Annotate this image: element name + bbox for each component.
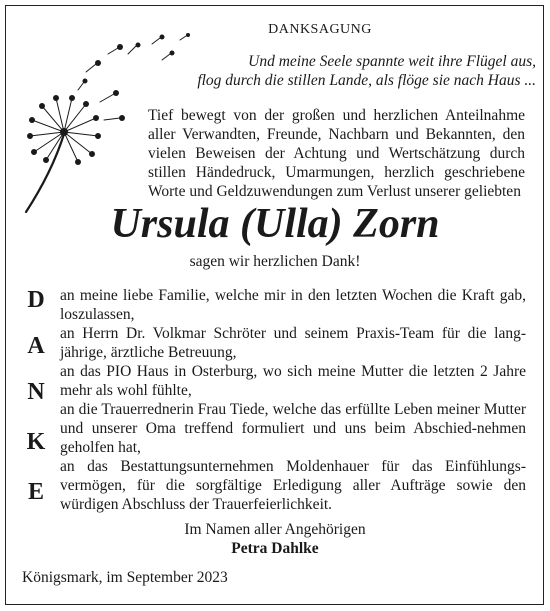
list-item: an Herrn Dr. Volkmar Schröter und seinem Praxis-Team für die lang-jährige, ärztliche Betreuung, — [60, 325, 526, 361]
place-date: Königsmark, im September 2023 — [22, 569, 228, 586]
notice-heading: DANKSAGUNG — [268, 22, 372, 37]
signoff — [0, 520, 550, 558]
list-item: an meine liebe Familie, welche mir in den letzten Wochen die Kraft gab, loszulassen, — [60, 287, 526, 323]
danke-letter: E — [27, 479, 44, 505]
poem-line-1: Und meine Seele spannte weit ihre Flügel aus, — [248, 53, 536, 70]
thanks-list — [60, 286, 526, 514]
signoff-line: Im Namen aller Angehörigen — [184, 521, 366, 538]
signature-name: Petra Dahlke — [231, 540, 319, 557]
deceased-name: Ursula (Ulla) Zorn — [110, 201, 440, 247]
list-item: an das PIO Haus in Osterburg, wo sich meine Mutter die letzten 2 Jahre mehr als wohl fühlte, — [60, 363, 526, 399]
danke-letter: D — [27, 287, 45, 313]
danke-letter: A — [27, 333, 45, 359]
list-item: an das Bestattungsunternehmen Moldenhauer für das Einfühlungs-vermögen, für die sorgfältige Erledigung aller Aufträge sowie den würdigen Abschluss der Trauerfeierlichkeit. — [60, 458, 526, 513]
danke-letter: K — [26, 429, 46, 455]
intro-paragraph: Tief bewegt von der großen und herzlichen Anteilnahme aller Verwandten, Freunde, Nachbarn und Bekannten, den vielen Beweisen der Achtung und Wertschätzung durch stillen Händedruck, Umarmungen, herzlich geschriebene Worte und Geldzuwendungen zum Verlust unserer geliebten — [148, 107, 525, 200]
danke-letter: N — [27, 379, 45, 405]
poem-line-2: flog durch die stillen Lande, als flöge sie nach Haus ... — [197, 72, 536, 89]
list-item: an die Trauerrednerin Frau Tiede, welche das erfüllte Leben meiner Mutter und unserer Oma treffend formuliert und uns beim Abschied-nehmen geholfen hat, — [60, 401, 526, 456]
thanks-line: sagen wir herzlichen Dank! — [189, 253, 361, 270]
poem-quote — [138, 52, 536, 90]
